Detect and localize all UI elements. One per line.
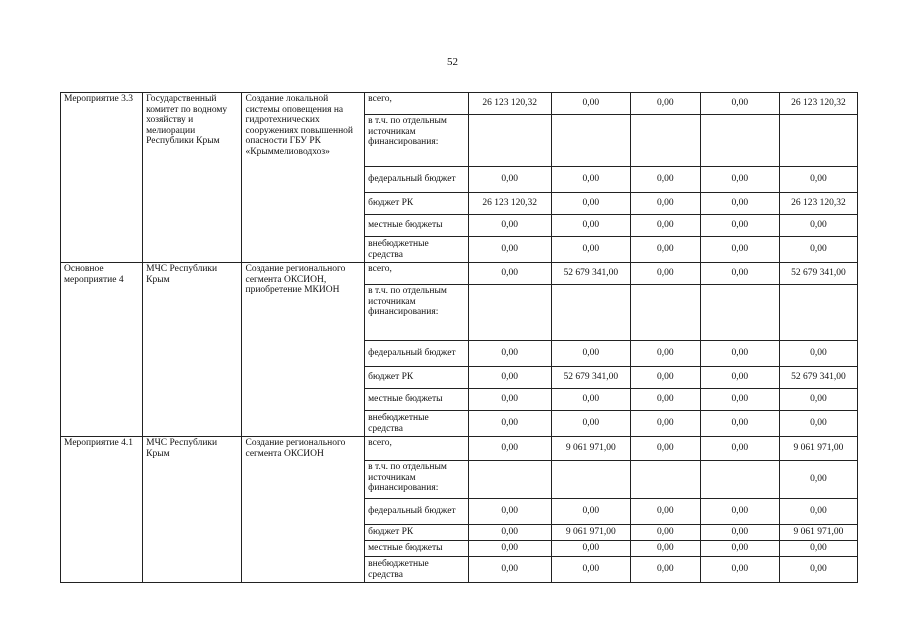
amount-cell: 0,00	[630, 167, 700, 193]
amount-cell: 0,00	[779, 557, 857, 583]
amount-cell: 26 123 120,32	[468, 193, 551, 215]
amount-cell: 0,00	[700, 389, 779, 411]
amount-cell: 26 123 120,32	[468, 93, 551, 115]
measure-cell: Мероприятие 4.1	[61, 437, 143, 583]
amount-cell: 0,00	[468, 367, 551, 389]
amount-cell: 0,00	[551, 557, 630, 583]
amount-cell: 0,00	[630, 437, 700, 461]
funding-source-label: внебюджетные средства	[365, 557, 468, 583]
amount-cell: 0,00	[700, 93, 779, 115]
amount-cell	[700, 285, 779, 341]
amount-cell: 0,00	[700, 237, 779, 263]
amount-cell: 0,00	[468, 411, 551, 437]
amount-cell: 0,00	[468, 237, 551, 263]
funding-source-label: всего,	[365, 263, 468, 285]
amount-cell	[468, 461, 551, 499]
amount-cell: 0,00	[551, 93, 630, 115]
funding-source-label: внебюджетные средства	[365, 411, 468, 437]
amount-cell: 0,00	[630, 263, 700, 285]
amount-cell: 26 123 120,32	[779, 193, 857, 215]
description-cell: Создание регионального сегмента ОКСИОН	[242, 437, 365, 583]
executor-cell: МЧС Республики Крым	[143, 263, 242, 437]
amount-cell: 0,00	[630, 389, 700, 411]
amount-cell: 26 123 120,32	[779, 93, 857, 115]
funding-source-label: местные бюджеты	[365, 215, 468, 237]
amount-cell: 52 679 341,00	[551, 367, 630, 389]
amount-cell: 0,00	[700, 215, 779, 237]
executor-cell: Государственный комитет по водному хозяйству и мелиорации Республики Крым	[143, 93, 242, 263]
funding-source-label: местные бюджеты	[365, 541, 468, 557]
amount-cell: 0,00	[468, 389, 551, 411]
funding-source-label: в т.ч. по отдельным источникам финансирования:	[365, 285, 468, 341]
amount-cell: 0,00	[630, 93, 700, 115]
description-cell: Создание регионального сегмента ОКСИОН, приобретение МКИОН	[242, 263, 365, 437]
amount-cell: 9 061 971,00	[779, 437, 857, 461]
amount-cell: 0,00	[551, 389, 630, 411]
measure-cell: Мероприятие 3.3	[61, 93, 143, 263]
funding-source-label: бюджет РК	[365, 193, 468, 215]
amount-cell: 0,00	[779, 389, 857, 411]
amount-cell	[779, 285, 857, 341]
amount-cell: 0,00	[468, 341, 551, 367]
amount-cell: 0,00	[630, 411, 700, 437]
amount-cell: 0,00	[779, 499, 857, 525]
funding-table-body	[61, 93, 858, 583]
amount-cell	[468, 285, 551, 341]
amount-cell: 0,00	[551, 341, 630, 367]
amount-cell: 9 061 971,00	[779, 525, 857, 541]
amount-cell: 0,00	[630, 215, 700, 237]
amount-cell: 9 061 971,00	[551, 525, 630, 541]
amount-cell: 0,00	[551, 499, 630, 525]
table-row	[61, 93, 858, 115]
funding-source-label: всего,	[365, 437, 468, 461]
amount-cell: 0,00	[779, 541, 857, 557]
amount-cell: 0,00	[630, 557, 700, 583]
amount-cell: 0,00	[700, 167, 779, 193]
amount-cell: 9 061 971,00	[551, 437, 630, 461]
amount-cell: 0,00	[700, 437, 779, 461]
amount-cell	[551, 461, 630, 499]
amount-cell: 52 679 341,00	[779, 367, 857, 389]
amount-cell: 52 679 341,00	[779, 263, 857, 285]
amount-cell	[700, 115, 779, 167]
table-row	[61, 437, 858, 461]
amount-cell: 0,00	[468, 499, 551, 525]
amount-cell	[630, 285, 700, 341]
amount-cell: 0,00	[468, 557, 551, 583]
amount-cell: 52 679 341,00	[551, 263, 630, 285]
description-cell: Создание локальной системы оповещения на гидротехнических сооружениях повышенной опасности ГБУ РК «Крыммелиоводхоз»	[242, 93, 365, 263]
executor-cell: МЧС Республики Крым	[143, 437, 242, 583]
amount-cell	[468, 115, 551, 167]
funding-source-label: бюджет РК	[365, 367, 468, 389]
table-row	[61, 263, 858, 285]
funding-source-label: в т.ч. по отдельным источникам финансирования:	[365, 461, 468, 499]
amount-cell: 0,00	[779, 461, 857, 499]
amount-cell: 0,00	[551, 411, 630, 437]
funding-source-label: внебюджетные средства	[365, 237, 468, 263]
amount-cell: 0,00	[700, 541, 779, 557]
amount-cell: 0,00	[779, 215, 857, 237]
amount-cell: 0,00	[468, 167, 551, 193]
amount-cell	[551, 115, 630, 167]
amount-cell: 0,00	[779, 411, 857, 437]
funding-source-label: федеральный бюджет	[365, 499, 468, 525]
funding-source-label: в т.ч. по отдельным источникам финансирования:	[365, 115, 468, 167]
amount-cell: 0,00	[700, 263, 779, 285]
amount-cell: 0,00	[779, 237, 857, 263]
amount-cell: 0,00	[551, 541, 630, 557]
funding-source-label: федеральный бюджет	[365, 341, 468, 367]
amount-cell: 0,00	[700, 367, 779, 389]
amount-cell: 0,00	[630, 341, 700, 367]
amount-cell: 0,00	[700, 411, 779, 437]
amount-cell: 0,00	[630, 237, 700, 263]
amount-cell	[630, 115, 700, 167]
amount-cell: 0,00	[700, 499, 779, 525]
amount-cell: 0,00	[468, 263, 551, 285]
page-number: 52	[447, 56, 458, 68]
amount-cell: 0,00	[630, 499, 700, 525]
amount-cell: 0,00	[468, 215, 551, 237]
amount-cell: 0,00	[468, 437, 551, 461]
amount-cell: 0,00	[551, 193, 630, 215]
amount-cell	[779, 115, 857, 167]
amount-cell: 0,00	[700, 193, 779, 215]
amount-cell: 0,00	[630, 367, 700, 389]
amount-cell: 0,00	[700, 341, 779, 367]
funding-source-label: бюджет РК	[365, 525, 468, 541]
amount-cell: 0,00	[551, 215, 630, 237]
amount-cell: 0,00	[551, 237, 630, 263]
amount-cell	[700, 461, 779, 499]
amount-cell: 0,00	[468, 541, 551, 557]
amount-cell: 0,00	[779, 167, 857, 193]
amount-cell: 0,00	[630, 193, 700, 215]
amount-cell: 0,00	[779, 341, 857, 367]
funding-source-label: федеральный бюджет	[365, 167, 468, 193]
amount-cell: 0,00	[551, 167, 630, 193]
amount-cell: 0,00	[468, 525, 551, 541]
amount-cell: 0,00	[630, 525, 700, 541]
amount-cell: 0,00	[700, 525, 779, 541]
amount-cell	[551, 285, 630, 341]
amount-cell	[630, 461, 700, 499]
funding-source-label: всего,	[365, 93, 468, 115]
measure-cell: Основное мероприятие 4	[61, 263, 143, 437]
funding-table	[60, 92, 858, 583]
funding-source-label: местные бюджеты	[365, 389, 468, 411]
amount-cell: 0,00	[630, 541, 700, 557]
amount-cell: 0,00	[700, 557, 779, 583]
